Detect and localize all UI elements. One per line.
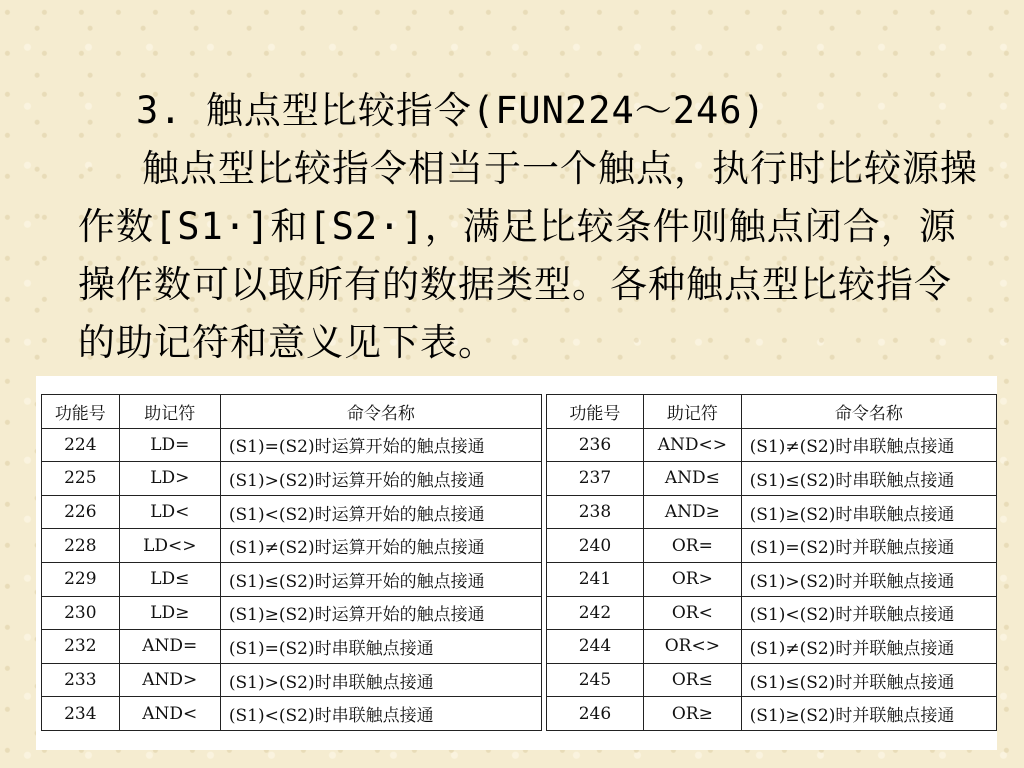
mnemonic-cell: OR≥ [644,697,742,731]
header-command-name: 命令名称 [741,395,996,429]
command-name-cell: (S1)>(S2)时并联触点接通 [741,562,996,596]
table-row [42,663,997,697]
mnemonic-cell: LD≤ [119,562,220,596]
command-name-cell: (S1)<(S2)时串联触点接通 [220,697,541,731]
func-no-cell: 240 [546,529,643,563]
table-row [42,495,997,529]
table-row [42,562,997,596]
command-name-cell: (S1)≠(S2)时并联触点接通 [741,630,996,664]
body-paragraph: 触点型比较指令相当于一个触点，执行时比较源操作数[S1·]和[S2·]，满足比较条件则触点闭合，源操作数可以取所有的数据类型。各种触点型比较指令的助记符和意义见下表。 [78,147,978,364]
mnemonic-cell: OR= [644,529,742,563]
command-name-cell: (S1)≤(S2)时串联触点接通 [741,462,996,496]
command-name-cell: (S1)≤(S2)时运算开始的触点接通 [220,562,541,596]
command-name-cell: (S1)≤(S2)时并联触点接通 [741,663,996,697]
header-mnemonic: 助记符 [644,395,742,429]
func-no-cell: 224 [42,428,120,462]
mnemonic-cell: LD<> [119,529,220,563]
command-name-cell: (S1)<(S2)时并联触点接通 [741,596,996,630]
func-no-cell: 241 [546,562,643,596]
mnemonic-cell: LD< [119,495,220,529]
mnemonic-cell: OR> [644,562,742,596]
mnemonic-cell: AND<> [644,428,742,462]
table-row [42,697,997,731]
command-name-cell: (S1)=(S2)时并联触点接通 [741,529,996,563]
func-no-cell: 237 [546,462,643,496]
func-no-cell: 233 [42,663,120,697]
mnemonic-cell: AND≥ [644,495,742,529]
mnemonic-cell: OR< [644,596,742,630]
header-func-no: 功能号 [42,395,120,429]
func-no-cell: 232 [42,630,120,664]
func-no-cell: 244 [546,630,643,664]
command-name-cell: (S1)≠(S2)时串联触点接通 [741,428,996,462]
func-no-cell: 236 [546,428,643,462]
func-no-cell: 242 [546,596,643,630]
func-no-cell: 228 [42,529,120,563]
mnemonic-cell: AND< [119,697,220,731]
mnemonic-cell: AND≤ [644,462,742,496]
mnemonic-cell: LD> [119,462,220,496]
mnemonic-cell: LD≥ [119,596,220,630]
header-mnemonic: 助记符 [119,395,220,429]
table-row [42,630,997,664]
section-heading: 3. 触点型比较指令(FUN224～246) [136,89,766,132]
mnemonic-cell: OR<> [644,630,742,664]
mnemonic-cell: AND> [119,663,220,697]
command-name-cell: (S1)<(S2)时运算开始的触点接通 [220,495,541,529]
table-header-row [42,395,997,429]
table-row [42,529,997,563]
instruction-table-panel [36,376,997,750]
table-row [42,462,997,496]
command-name-cell: (S1)≠(S2)时运算开始的触点接通 [220,529,541,563]
instruction-table [41,394,997,731]
func-no-cell: 234 [42,697,120,731]
table-body [42,428,997,730]
header-command-name: 命令名称 [220,395,541,429]
mnemonic-cell: OR≤ [644,663,742,697]
table-row [42,428,997,462]
mnemonic-cell: AND= [119,630,220,664]
command-name-cell: (S1)>(S2)时运算开始的触点接通 [220,462,541,496]
command-name-cell: (S1)≥(S2)时串联触点接通 [741,495,996,529]
func-no-cell: 246 [546,697,643,731]
func-no-cell: 245 [546,663,643,697]
header-func-no: 功能号 [546,395,643,429]
func-no-cell: 225 [42,462,120,496]
command-name-cell: (S1)>(S2)时串联触点接通 [220,663,541,697]
command-name-cell: (S1)≥(S2)时运算开始的触点接通 [220,596,541,630]
command-name-cell: (S1)=(S2)时串联触点接通 [220,630,541,664]
func-no-cell: 238 [546,495,643,529]
slide-text [78,82,978,372]
command-name-cell: (S1)=(S2)时运算开始的触点接通 [220,428,541,462]
func-no-cell: 230 [42,596,120,630]
command-name-cell: (S1)≥(S2)时并联触点接通 [741,697,996,731]
func-no-cell: 226 [42,495,120,529]
mnemonic-cell: LD= [119,428,220,462]
func-no-cell: 229 [42,562,120,596]
table-row [42,596,997,630]
